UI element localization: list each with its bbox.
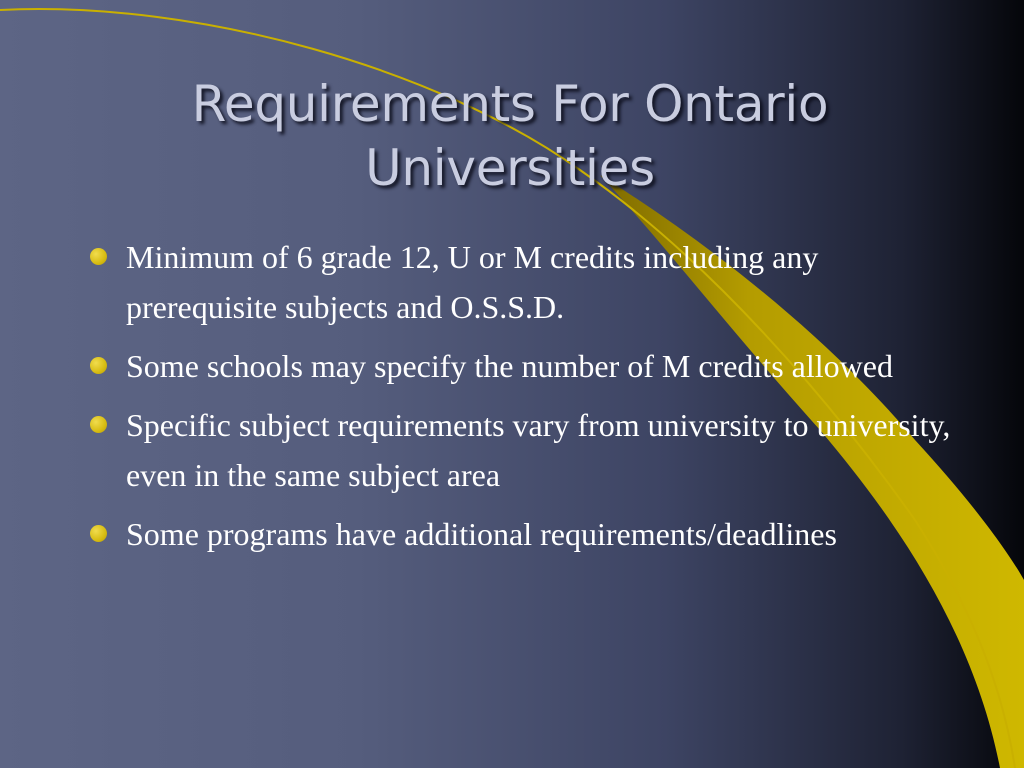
title-line-1: Requirements For Ontario: [191, 75, 829, 133]
bullet-dot-icon: [90, 525, 107, 542]
bullet-dot-icon: [90, 416, 107, 433]
bullet-text: Specific subject requirements vary from university to university, even in the same subject area: [126, 407, 951, 493]
bullet-text: Minimum of 6 grade 12, U or M credits including any prerequisite subjects and O.S.S.D.: [126, 239, 819, 325]
title-line-2: Universities: [365, 139, 655, 197]
bullet-list: [88, 232, 968, 568]
bullet-text: Some programs have additional requirements/deadlines: [126, 516, 837, 552]
bullet-item: [88, 232, 968, 332]
bullet-text: Some schools may specify the number of M credits allowed: [126, 348, 893, 384]
bullet-dot-icon: [90, 248, 107, 265]
slide-title: [110, 72, 910, 200]
bullet-item: [88, 509, 968, 559]
bullet-item: [88, 341, 968, 391]
bullet-dot-icon: [90, 357, 107, 374]
bullet-item: [88, 400, 968, 500]
